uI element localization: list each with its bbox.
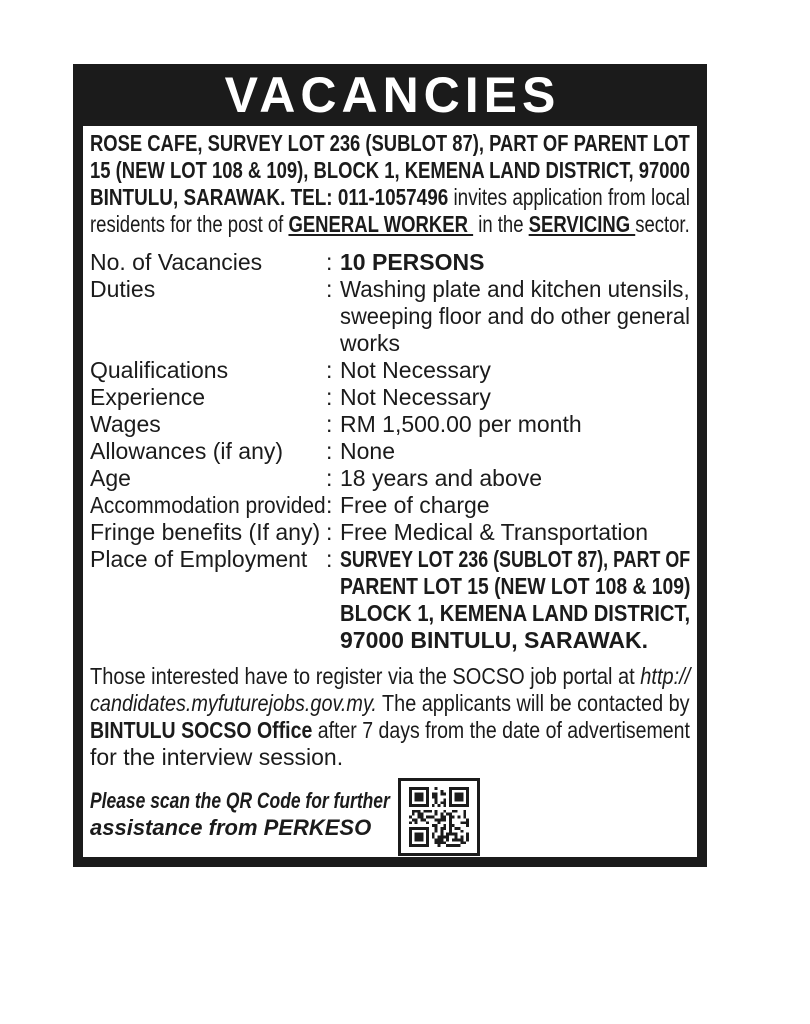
detail-colon: : [326, 519, 333, 545]
detail-label [90, 249, 326, 276]
text-segment: Please scan the QR Code for further [90, 788, 390, 813]
intro-line [90, 157, 691, 184]
poster-frame [73, 64, 707, 867]
detail-row [90, 384, 690, 411]
qr-caption-line [90, 787, 390, 814]
detail-colon: : [326, 276, 333, 302]
detail-label-text [90, 546, 326, 573]
qr-box [398, 778, 480, 856]
text-segment: after 7 days from the date of advertisement [312, 717, 690, 743]
text-segment: in the [473, 211, 529, 237]
text-segment: assistance from PERKESO [90, 815, 372, 840]
detail-label-text [90, 519, 326, 546]
detail-row [90, 411, 690, 438]
title-band [73, 64, 707, 126]
intro-paragraph [90, 130, 690, 238]
text-segment: 18 years and above [340, 465, 543, 491]
text-segment: PARENT LOT 15 (NEW LOT 108 & 109) [340, 573, 691, 599]
text-segment: RM 1,500.00 per month [340, 411, 582, 437]
detail-colon: : [326, 384, 333, 410]
detail-colon: : [326, 411, 333, 437]
text-segment: Duties [90, 276, 156, 302]
text-segment: 97000 BINTULU, SARAWAK. [340, 627, 649, 653]
detail-value-line [340, 249, 690, 276]
detail-value [340, 519, 690, 546]
poster-title: VACANCIES [224, 67, 561, 123]
detail-value [340, 492, 690, 519]
detail-value [340, 411, 690, 438]
detail-label-text [90, 249, 326, 276]
detail-row [90, 492, 690, 519]
text-segment: BLOCK 1, KEMENA LAND DISTRICT, [340, 600, 691, 626]
qr-code-icon [407, 787, 471, 847]
text-segment: ROSE CAFE, SURVEY LOT 236 (SUBLOT 87), PART OF PARENT LOT [90, 130, 690, 156]
detail-label [90, 465, 326, 492]
text-segment: Allowances (if any) [90, 438, 284, 464]
detail-value-line [340, 465, 690, 492]
detail-label [90, 546, 326, 654]
intro-line [90, 130, 690, 157]
text-segment: Free of charge [340, 492, 490, 518]
text-segment: No. of Vacancies [90, 249, 263, 275]
text-segment: 10 PERSONS [340, 249, 485, 275]
closing-line [90, 744, 690, 771]
text-segment: Fringe benefits (If any) [90, 519, 321, 545]
text-segment: candidates.myfuturejobs.gov.my. [90, 690, 377, 716]
detail-value-line [340, 276, 690, 303]
detail-label [90, 384, 326, 411]
detail-value-line [340, 357, 690, 384]
text-segment: 15 (NEW LOT 108 & 109), BLOCK 1, KEMENA LAND DISTRICT, 97000 [90, 157, 691, 183]
qr-caption-line [90, 814, 390, 841]
detail-row [90, 276, 690, 357]
detail-value [340, 357, 690, 384]
detail-label-text [90, 465, 326, 492]
text-segment: Wages [90, 411, 161, 437]
detail-row [90, 519, 690, 546]
detail-label [90, 411, 326, 438]
intro-line [90, 211, 690, 238]
detail-row [90, 438, 690, 465]
detail-value-line [340, 438, 690, 465]
closing-paragraph [90, 663, 690, 771]
details-list [90, 249, 690, 654]
detail-colon: : [326, 492, 333, 518]
text-segment: BINTULU SOCSO Office [90, 717, 313, 743]
text-segment: Qualifications [90, 357, 229, 383]
text-segment: Place of Employment [90, 546, 308, 572]
text-segment: GENERAL WORKER [288, 211, 474, 237]
detail-value [340, 465, 690, 492]
text-segment: sector. [635, 211, 690, 237]
detail-label-text [90, 276, 326, 303]
detail-row [90, 546, 690, 654]
text-segment: works [340, 330, 401, 356]
detail-value-line [340, 492, 690, 519]
text-segment: Experience [90, 384, 206, 410]
detail-row [90, 249, 690, 276]
detail-value-line [340, 573, 691, 600]
text-segment: Age [90, 465, 131, 491]
detail-value-line [340, 627, 690, 654]
text-segment: None [340, 438, 395, 464]
detail-value-line [340, 411, 690, 438]
detail-label-text [90, 492, 326, 519]
text-segment: Not Necessary [340, 384, 491, 410]
text-segment: The applicants will be contacted by [376, 690, 690, 716]
text-segment: Free Medical & Transportation [340, 519, 649, 545]
text-segment: Washing plate and kitchen utensils, [340, 276, 690, 302]
detail-value [340, 249, 690, 276]
text-segment: SURVEY LOT 236 (SUBLOT 87), PART OF [340, 546, 691, 572]
closing-line [90, 663, 691, 690]
text-segment: SERVICING [528, 211, 636, 237]
detail-label [90, 357, 326, 384]
closing-line [90, 690, 690, 717]
detail-value-line [340, 600, 691, 627]
detail-value-line [340, 384, 690, 411]
detail-colon: : [326, 438, 333, 464]
detail-colon: : [326, 357, 333, 383]
detail-row [90, 357, 690, 384]
detail-value-line [340, 546, 691, 573]
detail-colon: : [326, 465, 333, 491]
text-segment: invites application from local [448, 184, 690, 210]
detail-label [90, 492, 326, 519]
detail-label [90, 438, 326, 465]
text-segment: http:// [640, 663, 691, 689]
detail-colon: : [326, 249, 333, 275]
intro-line [90, 184, 690, 211]
detail-label [90, 519, 326, 546]
text-segment: residents for the post of [90, 211, 289, 237]
detail-value-line [340, 330, 690, 357]
detail-value [340, 438, 690, 465]
detail-label-text [90, 384, 326, 411]
detail-value-line [340, 303, 690, 330]
detail-label [90, 276, 326, 357]
text-segment: Not Necessary [340, 357, 491, 383]
detail-value [340, 276, 690, 357]
qr-caption [90, 778, 390, 841]
text-segment: for the interview session. [90, 744, 344, 770]
detail-value-line [340, 519, 690, 546]
text-segment: Those interested have to register via the SOCSO job portal at [90, 663, 641, 689]
detail-colon: : [326, 546, 333, 572]
text-segment: sweeping floor and do other general [340, 303, 690, 329]
poster-paper [83, 126, 697, 857]
detail-label-text [90, 357, 326, 384]
detail-value [340, 546, 690, 654]
detail-label-text [90, 438, 326, 465]
detail-value [340, 384, 690, 411]
detail-row [90, 465, 690, 492]
detail-label-text [90, 411, 326, 438]
text-segment: Accommodation provided [90, 492, 326, 518]
qr-section [90, 778, 690, 856]
text-segment: BINTULU, SARAWAK. TEL: 011-1057496 [90, 184, 449, 210]
closing-line [90, 717, 690, 744]
